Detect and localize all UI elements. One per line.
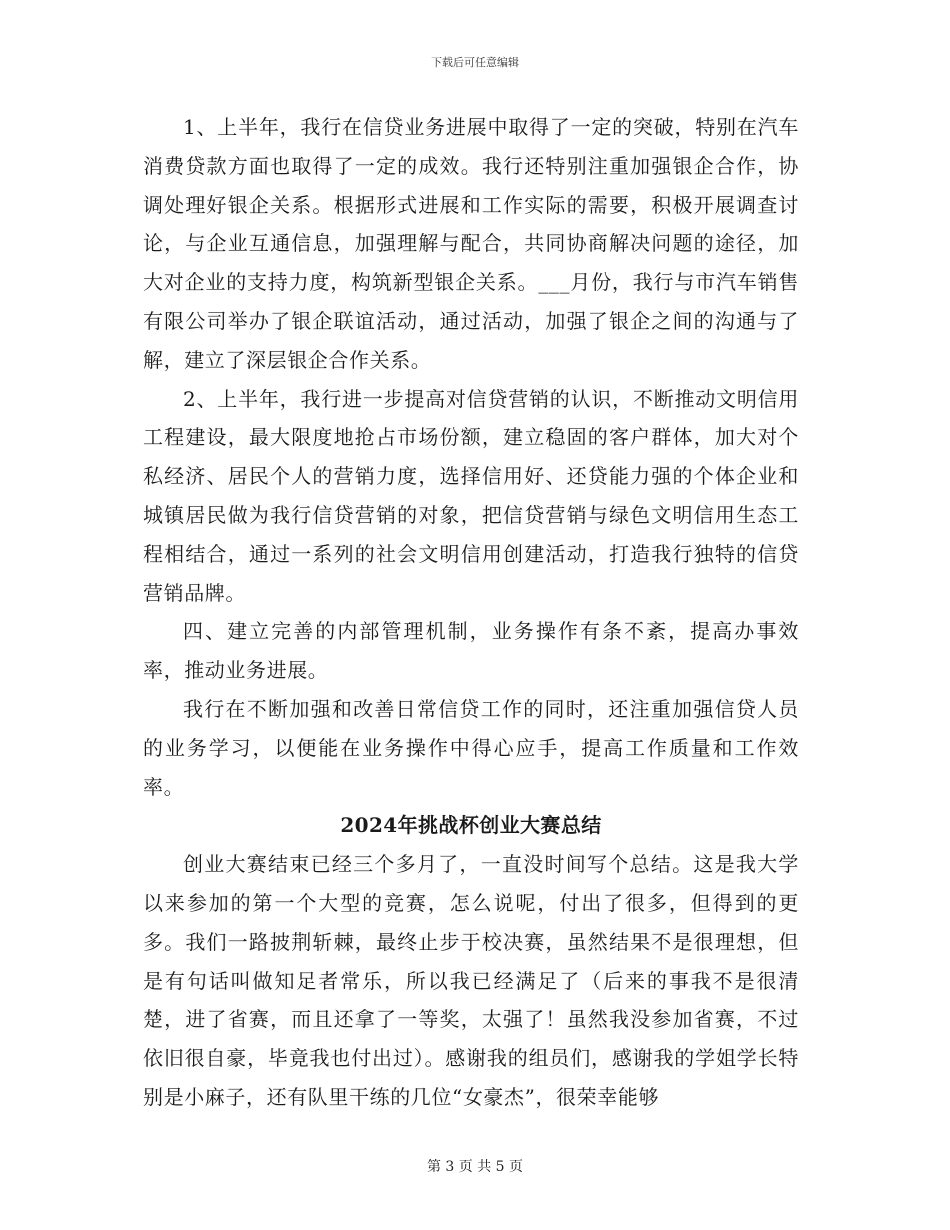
paragraph-credit-marketing: 2、上半年，我行进一步提高对信贷营销的认识，不断推动文明信用工程建设，最大限度地抢占市场份额，建立稳固的客户群体，加大对个私经济、居民个人的营销力度，选择信用好、还贷能力强的个体企业和城镇居民做为我行信贷营销的对象，把信贷营销与绿色文明信用生态工程相结合，通过一系列的社会文明信用创建活动，打造我行独特的信贷营销品牌。 [143, 386, 799, 605]
paragraph-internal-management: 四、建立完善的内部管理机制，业务操作有条不紊，提高办事效率，推动业务进展。 [143, 619, 799, 683]
paragraph-credit-business: 1、上半年，我行在信贷业务进展中取得了一定的突破，特别在汽车消费贷款方面也取得了一定的成效。我行还特别注重加强银企合作，协调处理好银企关系。根据形式进展和工作实际的需要，积极开展调查讨论，与企业互通信息，加强理解与配合，共同协商解决问题的途径，加大对企业的支持力度，构筑新型银企关系。___月份，我行与市汽车销售有限公司举办了银企联谊活动，通过活动，加强了银企之间的沟通与了解，建立了深层银企合作关系。 [143, 115, 799, 372]
paragraph-competition-summary: 创业大赛结束已经三个多月了，一直没时间写个总结。这是我大学以来参加的第一个大型的竞赛，怎么说呢，付出了很多，但得到的更多。我们一路披荆斩棘，最终止步于校决赛，虽然结果不是很理想，但是有句话叫做知足者常乐，所以我已经满足了（后来的事我不是很清楚，进了省赛，而且还拿了一等奖，太强了！虽然我没参加省赛，不过依旧很自豪，毕竟我也付出过）。感谢我的组员们，感谢我的学姐学长特别是小麻子，还有队里干练的几位“女豪杰”，很荣幸能够 [143, 852, 799, 1109]
page-number: 第 3 页 共 5 页 [426, 1159, 524, 1175]
page-header-note: 下载后可任意编辑 [431, 56, 519, 69]
section-title: 2024年挑战杯创业大赛总结 [340, 813, 602, 838]
paragraph-staff-training: 我行在不断加强和改善日常信贷工作的同时，还注重加强信贷人员的业务学习，以便能在业务操作中得心应手，提高工作质量和工作效率。 [143, 696, 799, 799]
document-body [143, 108, 799, 1117]
